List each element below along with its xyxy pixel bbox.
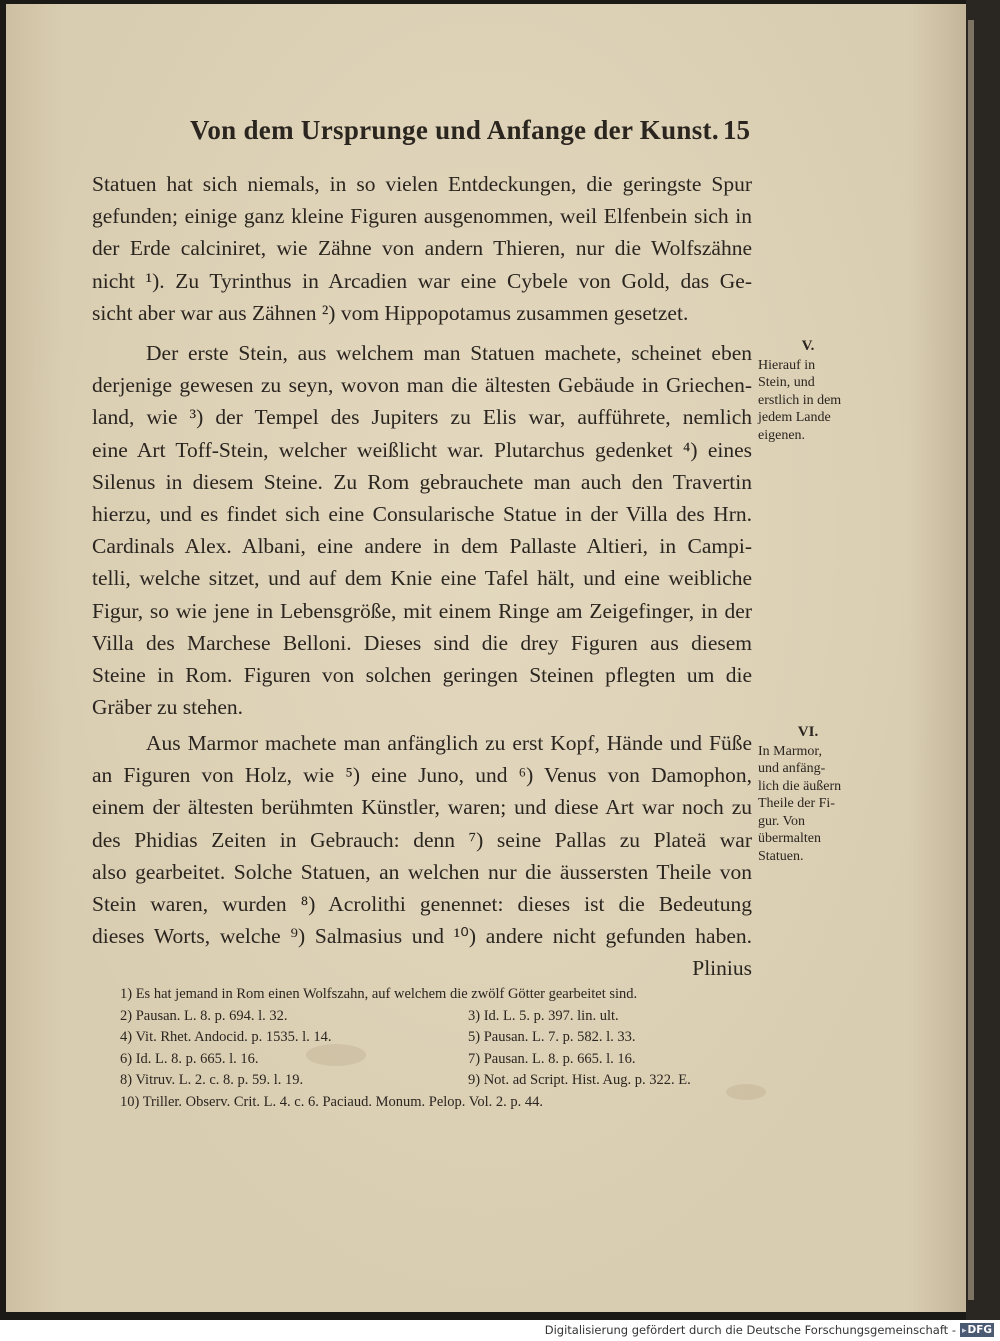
text-line: an Figuren von Holz, wie ⁵) eine Juno, und ⁶) Venus von Damophon,: [92, 763, 752, 788]
text-line: Cardinals Alex. Albani, eine andere in dem Pallaste Altieri, in Campi-: [92, 534, 752, 559]
footnote-row: [120, 1092, 760, 1114]
footnote-row: [120, 984, 760, 1006]
text-line: der Erde calciniret, wie Zähne von andern Thieren, nur die Wolfszähne: [92, 236, 752, 261]
text-line: einem der ältesten berühmten Künstler, waren; und diese Art war noch zu: [92, 795, 752, 820]
arrow-icon: ▸: [961, 1326, 967, 1336]
footnote-row: [120, 1006, 760, 1028]
text-line: Steine in Rom. Figuren von solchen geringen Steinen pflegten um die: [92, 662, 752, 687]
marginal-line: gur. Von: [758, 813, 805, 829]
marginal-line: jedem Lande: [758, 410, 831, 425]
text-line: nicht ¹). Zu Tyrinthus in Arcadien war eine Cybele von Gold, das Ge-: [92, 268, 752, 293]
text-line: gefunden; einige ganz kleine Figuren ausgenommen, weil Elfenbein sich in: [92, 204, 752, 229]
footnote: 10) Triller. Observ. Crit. L. 4. c. 6. Paciaud. Monum. Pelop. Vol. 2. p. 44.: [120, 1093, 544, 1110]
marginal-note-v: [758, 338, 858, 444]
paragraph-3: [92, 727, 752, 985]
marginal-number: V.: [801, 338, 815, 354]
text-line: sicht aber war aus Zähnen ²) vom Hippopotamus zusammen gesetzet.: [92, 300, 689, 325]
dfg-logo[interactable]: [960, 1323, 994, 1337]
marginal-number: VI.: [797, 724, 819, 740]
page-number: 15: [723, 115, 750, 145]
marginal-line: In Marmor,: [758, 743, 822, 759]
footnote: 1) Es hat jemand in Rom einen Wolfszahn, auf welchem die zwölf Götter gearbeitet sind.: [120, 986, 638, 1002]
text-line: also gearbeitet. Solche Statuen, an welchen nur die äussersten Theile von: [92, 859, 752, 884]
text-line: Der erste Stein, aus welchem man Statuen machete, scheinet eben: [146, 341, 752, 365]
marginal-line: Hierauf in: [758, 357, 816, 373]
text-line: eine Art Toff-Stein, welcher weißlicht war. Plutarchus gedenket ⁴) eines: [92, 437, 752, 462]
text-line: derjenige gewesen zu seyn, wovon man die ältesten Gebäude in Griechen-: [92, 373, 752, 398]
text-line: land, wie ³) der Tempel des Jupiters zu Elis war, aufführete, nemlich: [92, 405, 752, 430]
text-line: Villa des Marchese Belloni. Dieses sind die drey Figuren aus diesem: [92, 630, 752, 655]
text-line: Statuen hat sich niemals, in so vielen Entdeckungen, die geringste Spur: [92, 172, 752, 196]
footnotes: [120, 984, 760, 1114]
paragraph-2: [92, 337, 752, 723]
marginal-line: erstlich in dem: [758, 392, 842, 408]
text-line: telli, welche sitzet, und auf dem Knie eine Tafel hält, und eine weibliche: [92, 566, 752, 591]
text-line: Aus Marmor machete man anfänglich zu erst Kopf, Hände und Füße: [146, 731, 752, 755]
text-line: Gräber zu stehen.: [92, 695, 244, 720]
text-line: Stein waren, wurden ⁸) Acrolithi genennet: dieses ist die Bedeutung: [92, 891, 752, 916]
catchword: Plinius: [692, 956, 752, 981]
marginal-line: Stein, und: [758, 375, 815, 390]
page-edge: [968, 20, 974, 1300]
funding-credit: Digitalisierung gefördert durch die Deutsche Forschungsgemeinschaft -: [544, 1323, 956, 1337]
marginal-line: und anfäng-: [758, 761, 826, 776]
running-header: [190, 115, 750, 155]
header-title: Von dem Ursprunge und Anfange der Kunst.: [190, 115, 719, 145]
footnote: 4) Vit. Rhet. Andocid. p. 1535. l. 14.: [120, 1029, 332, 1046]
footnote: 8) Vitruv. L. 2. c. 8. p. 59. l. 19.: [120, 1072, 304, 1089]
footnote: 6) Id. L. 8. p. 665. l. 16.: [120, 1050, 259, 1067]
footnote: 9) Not. ad Script. Hist. Aug. p. 322. E.: [468, 1072, 691, 1089]
footnote: 7) Pausan. L. 8. p. 665. l. 16.: [468, 1050, 636, 1067]
dfg-logo-text: DFG: [967, 1324, 993, 1336]
paragraph-1: [92, 168, 752, 329]
text-line: Silenus in diesem Steine. Zu Rom gebrauchete man auch den Travertin: [92, 469, 752, 494]
footnote-row: [120, 1070, 760, 1092]
marginal-line: Statuen.: [758, 848, 804, 864]
marginal-line: eigenen.: [758, 427, 806, 443]
footnote: 3) Id. L. 5. p. 397. lin. ult.: [468, 1007, 619, 1024]
footer-bar: [0, 1320, 1000, 1341]
text-line: des Phidias Zeiten in Gebrauch: denn ⁷) seine Pallas zu Plateä war: [92, 827, 752, 852]
footnote: 2) Pausan. L. 8. p. 694. l. 32.: [120, 1007, 288, 1024]
marginal-line: übermalten: [758, 831, 821, 846]
marginal-line: lich die äußern: [758, 778, 842, 794]
text-line: dieses Worts, welche ⁹) Salmasius und ¹⁰) andere nicht gefunden haben.: [92, 924, 752, 949]
marginal-note-vi: [758, 724, 858, 865]
footnote-row: [120, 1027, 760, 1049]
footnote-row: [120, 1049, 760, 1071]
footnote: 5) Pausan. L. 7. p. 582. l. 33.: [468, 1029, 636, 1046]
marginal-line: Theile der Fi-: [758, 796, 835, 811]
text-line: Figur, so wie jene in Lebensgröße, mit einem Ringe am Zeigefinger, in der: [92, 598, 752, 623]
text-line: hierzu, und es findet sich eine Consularische Statue in der Villa des Hrn.: [92, 501, 752, 526]
